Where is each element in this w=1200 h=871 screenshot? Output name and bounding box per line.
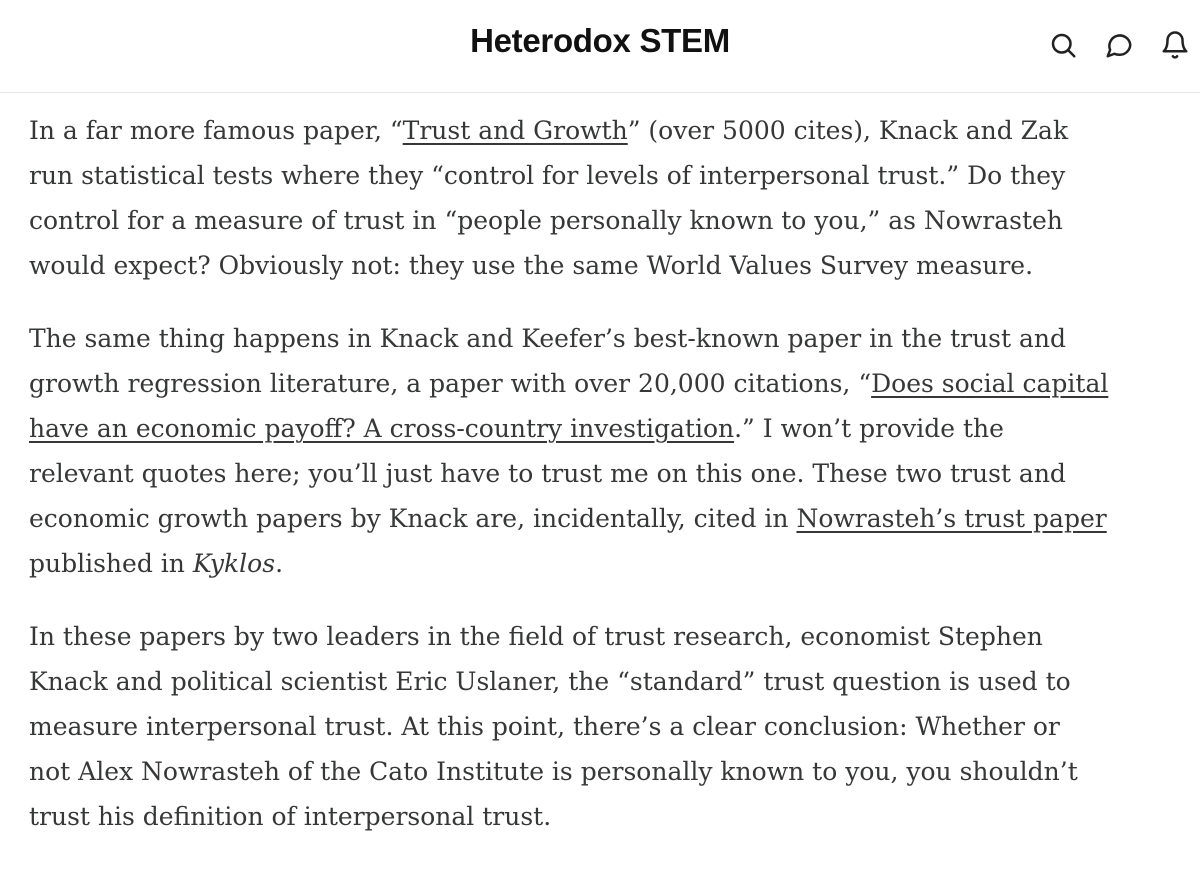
paragraph-text: . <box>275 549 284 578</box>
paragraph-2 <box>29 316 1109 586</box>
paragraph-text: In a far more famous paper, “ <box>29 116 403 145</box>
search-icon[interactable] <box>1046 28 1080 62</box>
site-title[interactable]: Heterodox STEM <box>470 22 730 59</box>
link-nowrasteh-trust-paper[interactable]: Nowrasteh’s trust paper <box>796 504 1107 533</box>
header-icons <box>1046 28 1192 62</box>
paragraph-text: ” (over 5000 cites), Knack and Zak run statistical tests where they “control for levels of interpersonal trust.” Do they control for a measure of trust in “people personally known to you,” as Nowrasteh would expect? Obviously not: they use the same World Values Survey measure. <box>29 116 1069 280</box>
bell-icon[interactable] <box>1158 28 1192 62</box>
top-bar <box>0 0 1200 93</box>
paragraph-3: In these papers by two leaders in the field of trust research, economist Stephen Knack and political scientist Eric Uslaner, the “standard” trust question is used to measure interpersonal trust. At this point, there’s a clear conclusion: Whether or not Alex Nowrasteh of the Cato Institute is personally known to you, you shouldn’t trust his definition of interpersonal trust. <box>29 622 1078 831</box>
paragraph-text: .” I won’t provide the relevant quotes here; you’ll just have to trust me on this one. These two trust and economic growth papers by Knack are, incidentally, cited in <box>29 414 1066 533</box>
link-trust-and-growth[interactable]: Trust and Growth <box>402 116 628 145</box>
paragraph-text: The same thing happens in Knack and Keefer’s best-known paper in the trust and growth regression literature, a paper with over 20,000 citations, “ <box>29 324 1067 398</box>
article-body <box>29 108 1109 867</box>
paragraph-1 <box>29 108 1109 288</box>
comment-icon[interactable] <box>1102 28 1136 62</box>
link-social-capital-paper[interactable]: Does social capital have an economic payoff? A cross-country investigation <box>29 369 1109 443</box>
paragraph-text: published in <box>29 549 193 578</box>
journal-name: Kyklos <box>192 549 276 578</box>
